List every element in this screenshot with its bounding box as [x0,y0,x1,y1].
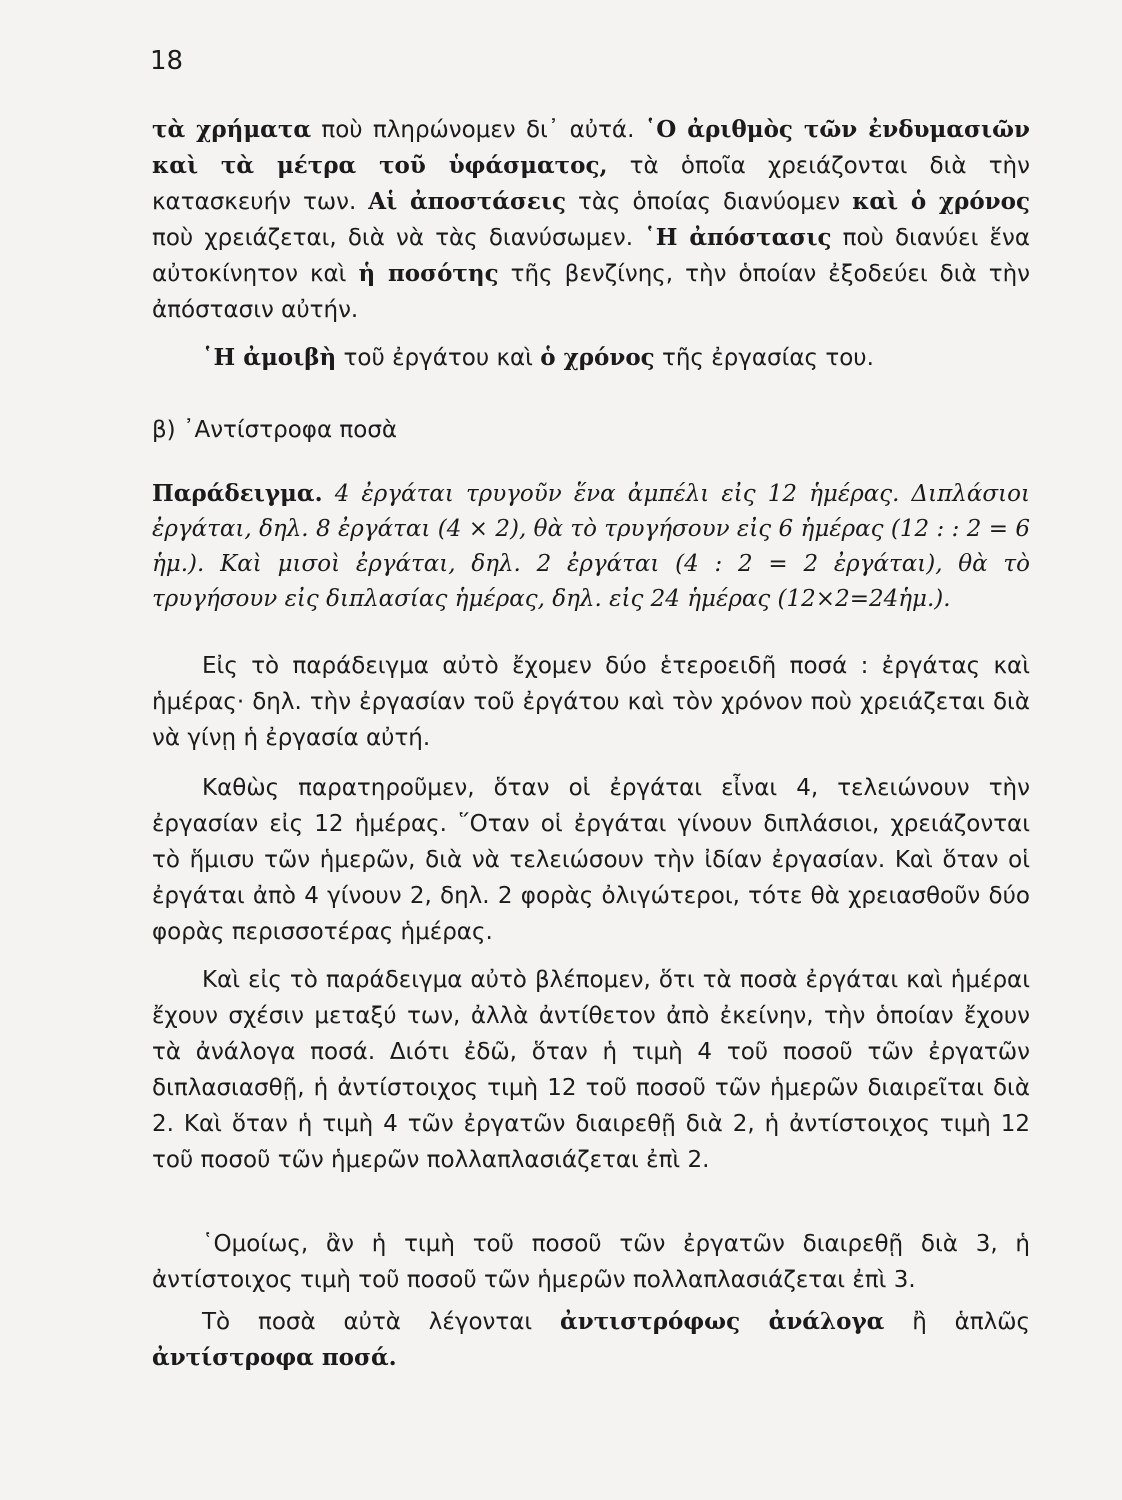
page-number: 18 [150,46,184,76]
intro-term-distances: Αἱ ἀποστάσεις [368,188,567,215]
wage-term-time: ὁ χρόνος [540,344,655,371]
section-heading: β) ᾿Αντίστροφα ποσὰ [152,417,398,443]
paragraph-heterogeneous: Εἰς τὸ παράδειγμα αὐτὸ ἔχομεν δύο ἑτεροειδῆ ποσά : ἐργάτας καὶ ἡμέρας· δηλ. τὴν ἐργασίαν τοῦ ἐργάτου καὶ τὸν χρόνον ποὺ χρειάζεται διὰ νὰ γίνῃ ἡ ἐργασία αὐτή. [152,653,1030,751]
intro-term-garments: ῾Ο ἀριθμὸς τῶν ἐνδυμασιῶν καὶ τὰ μέτρα τοῦ ὑφάσματος, [152,116,1030,179]
paragraph-observation: Καθὼς παρατηροῦμεν, ὅταν οἱ ἐργάται εἶναι 4, τελειώνουν τὴν ἐργασίαν εἰς 12 ἡμέρας. ῞Οταν οἱ ἐργάται γίνουν διπλάσιοι, χρειάζονται τὸ ἥμισυ τῶν ἡμερῶν, διὰ νὰ τελειώσουν τὴν ἰδίαν ἐργασίαν. Καὶ ὅταν οἱ ἐργάται ἀπὸ 4 γίνουν 2, δηλ. 2 φορὰς ὀλιγώτεροι, τότε θὰ χρειασθοῦν δύο φορὰς περισσοτέρας ἡμέρας. [152,775,1030,945]
intro-text-4: ποὺ χρειάζεται, διὰ νὰ τὰς διανύσωμεν. [152,225,645,251]
conclusion-text-1: Τὸ ποσὰ αὐτὰ λέγονται [202,1309,561,1335]
intro-text-6: τῆς βενζίνης, τὴν ὁποίαν ἐξοδεύει διὰ τὴν ἀπόστασιν αὐτήν. [152,261,1031,323]
conclusion-paragraph [152,1304,1030,1376]
intro-text-5: ποὺ διανύει ἕνα αὐτοκίνητον καὶ [152,225,1030,287]
intro-term-time: καὶ ὁ χρόνος [852,188,1030,215]
paragraph-inverse-relation: Καὶ εἰς τὸ παράδειγμα αὐτὸ βλέπομεν, ὅτι τὰ ποσὰ ἐργάται καὶ ἡμέραι ἔχουν σχέσιν μεταξύ των, ἀλλὰ ἀντίθετον ἀπὸ ἐκείνην, τὴν ὁποίαν ἔχουν τὰ ἀνάλογα ποσά. Διότι ἐδῶ, ὅταν ἡ τιμὴ 4 τοῦ ποσοῦ τῶν ἐργατῶν διπλασιασθῇ, ἡ ἀντίστοιχος τιμὴ 12 τοῦ ποσοῦ τῶν ἡμερῶν διαιρεῖται διὰ 2. Καὶ ὅταν ἡ τιμὴ 4 τῶν ἐργατῶν διαιρεθῇ διὰ 2, ἡ ἀντίστοιχος τιμὴ 12 τοῦ ποσοῦ τῶν ἡμερῶν πολλαπλασιάζεται ἐπὶ 2. [152,967,1030,1173]
intro-term-distance: ῾Η ἀπόστασις [644,224,832,251]
wage-text-1: τοῦ ἐργάτου καὶ [336,345,541,371]
example-paragraph [152,476,1030,617]
wage-term-pay: ῾Η ἀμοιβὴ [202,344,337,371]
paragraph-similarly: ῾Ομοίως, ἂν ἡ τιμὴ τοῦ ποσοῦ τῶν ἐργατῶν διαιρεθῇ διὰ 3, ἡ ἀντίστοιχος τιμὴ τοῦ ποσοῦ τῶν ἡμερῶν πολλαπλασιάζεται ἐπὶ 3. [152,1231,1030,1293]
example-text: 4 ἐργάται τρυγοῦν ἕνα ἀμπέλι εἰς 12 ἡμέρας. Διπλάσιοι ἐργάται, δηλ. 8 ἐργάται (4 × 2), θὰ τὸ τρυγήσουν εἰς 6 ἡμέρας (12 : : 2 = 6 ἡμ.). Καὶ μισοὶ ἐργάται, δηλ. 2 ἐργάται (4 : 2 = 2 ἐργάται), θὰ τὸ τρυγήσουν εἰς διπλασίας ἡμέρας, δηλ. εἰς 24 ἡμέρας (12×2=24ἡμ.). [152,481,1030,612]
example-label: Παράδειγμα. [152,480,323,507]
conclusion-text-2: ἢ ἁπλῶς [884,1309,1031,1335]
wage-line [202,340,1030,376]
conclusion-term-inversely: ἀντιστρόφως ἀνάλογα [560,1308,885,1335]
conclusion-term-inverse: ἀντίστροφα ποσά. [152,1344,397,1371]
intro-text-1: ποὺ πληρώνομεν δι᾿ αὐτά. [311,117,645,143]
intro-term-quantity: ἡ ποσότης [358,260,499,287]
wage-text-2: τῆς ἐργασίας του. [654,345,874,371]
intro-term-money: τὰ χρήματα [152,116,312,143]
intro-text-3: τὰς ὁποίας διανύομεν [566,189,853,215]
intro-paragraph [152,112,1030,328]
intro-text-2: τὰ ὁποῖα χρειάζονται διὰ τὴν κατασκευήν των. [152,153,1030,215]
